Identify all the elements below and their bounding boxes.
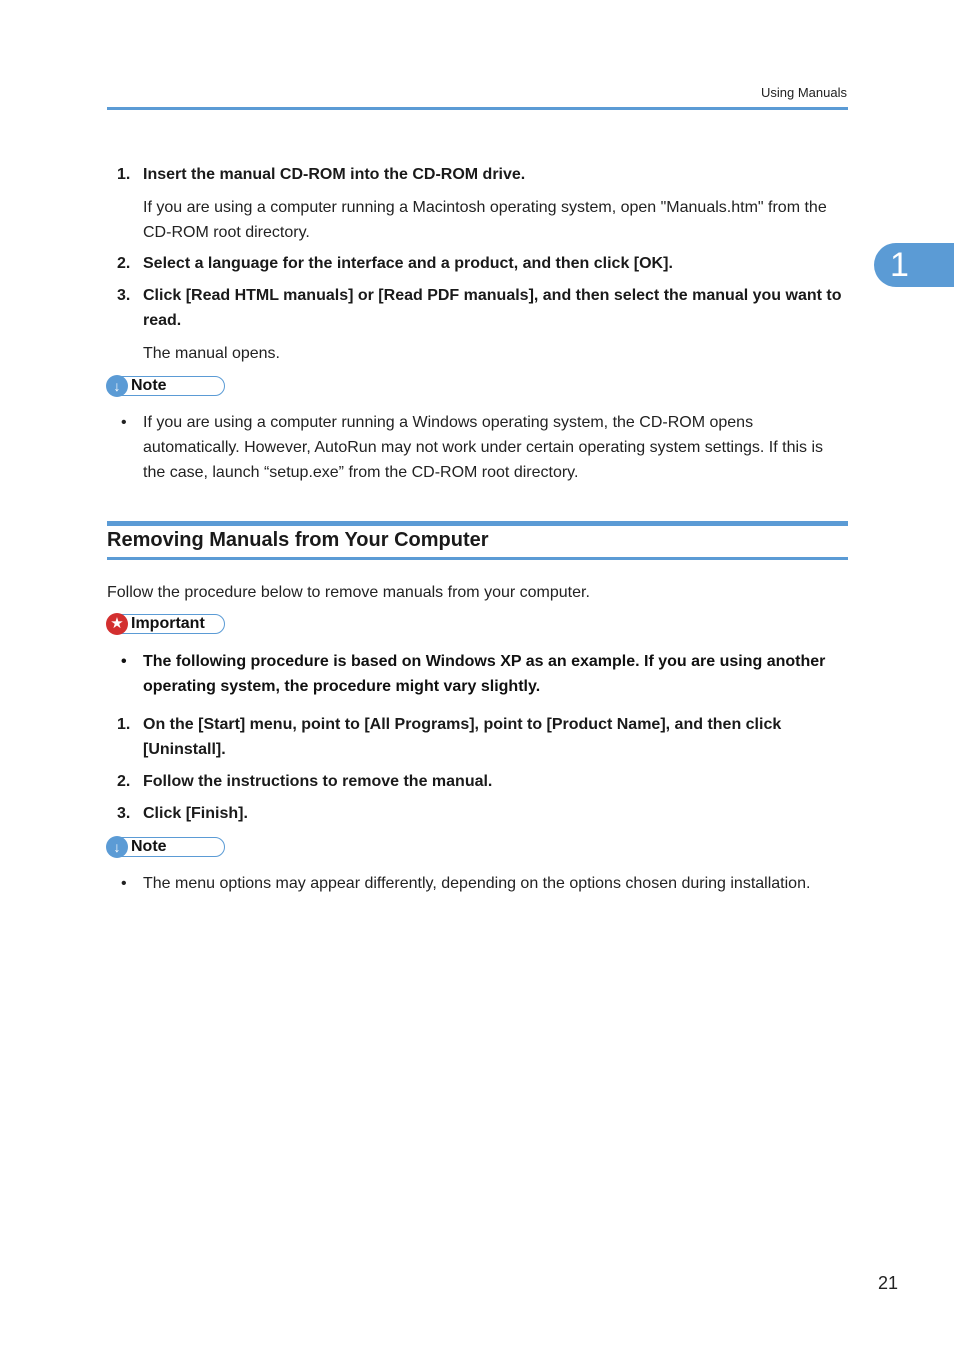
step-number: 2. <box>117 255 131 272</box>
step-3-detail: The manual opens. <box>143 345 280 362</box>
bullet-icon: • <box>121 653 127 670</box>
step-text: On the [Start] menu, point to [All Programs], point to [Product Name], and then click [Uninstall]. <box>143 716 782 758</box>
header-rule <box>107 107 848 110</box>
bullet-text: If you are using a computer running a Windows operating system, the CD-ROM opens automatically. However, AutoRun may not work under certain operating system settings. If this is the case, launch “setup.exe” from the CD-ROM root directory. <box>143 414 824 481</box>
section-title: Removing Manuals from Your Computer <box>107 529 489 551</box>
important-label: Important <box>131 615 205 632</box>
note-badge <box>107 837 225 857</box>
page-number: 21 <box>877 1273 898 1293</box>
note-label: Note <box>131 377 167 394</box>
chapter-tab <box>874 243 954 287</box>
step-text: Insert the manual CD-ROM into the CD-ROM drive. <box>143 166 526 183</box>
step-3 <box>117 801 847 826</box>
running-header: Using Manuals <box>761 85 847 100</box>
step-number: 3. <box>117 287 131 304</box>
step-1-detail: If you are using a computer running a Macintosh operating system, open "Manuals.htm" from the CD-ROM root directory. <box>143 199 827 241</box>
step-text: Click [Finish]. <box>143 805 248 822</box>
step-text: Follow the instructions to remove the manual. <box>143 773 493 790</box>
note-badge <box>107 376 225 396</box>
step-3 <box>117 283 847 333</box>
step-2 <box>117 769 847 794</box>
note-bullet <box>121 871 831 896</box>
step-number: 1. <box>117 166 131 183</box>
step-1 <box>117 712 847 762</box>
step-number: 1. <box>117 716 131 733</box>
bullet-icon: • <box>121 875 127 892</box>
bullet-icon: • <box>121 414 127 431</box>
chapter-number: 1 <box>890 246 909 284</box>
important-badge <box>107 614 225 634</box>
section-rule-bottom <box>107 557 848 560</box>
step-text: Select a language for the interface and a product, and then click [OK]. <box>143 255 673 272</box>
step-text: Click [Read HTML manuals] or [Read PDF manuals], and then select the manual you want to read. <box>143 287 842 329</box>
section-intro: Follow the procedure below to remove manuals from your computer. <box>107 584 590 601</box>
step-2 <box>117 251 847 276</box>
bullet-text: The menu options may appear differently, depending on the options chosen during installation. <box>143 875 811 892</box>
star-icon: ★ <box>106 613 128 635</box>
step-1 <box>117 162 847 187</box>
step-number: 3. <box>117 805 131 822</box>
arrow-down-icon: ↓ <box>106 375 128 397</box>
bullet-text: The following procedure is based on Windows XP as an example. If you are using another operating system, the procedure might vary slightly. <box>143 653 826 695</box>
note-label: Note <box>131 838 167 855</box>
note-bullet <box>121 410 831 485</box>
step-number: 2. <box>117 773 131 790</box>
arrow-down-icon: ↓ <box>106 836 128 858</box>
important-bullet <box>121 649 831 699</box>
